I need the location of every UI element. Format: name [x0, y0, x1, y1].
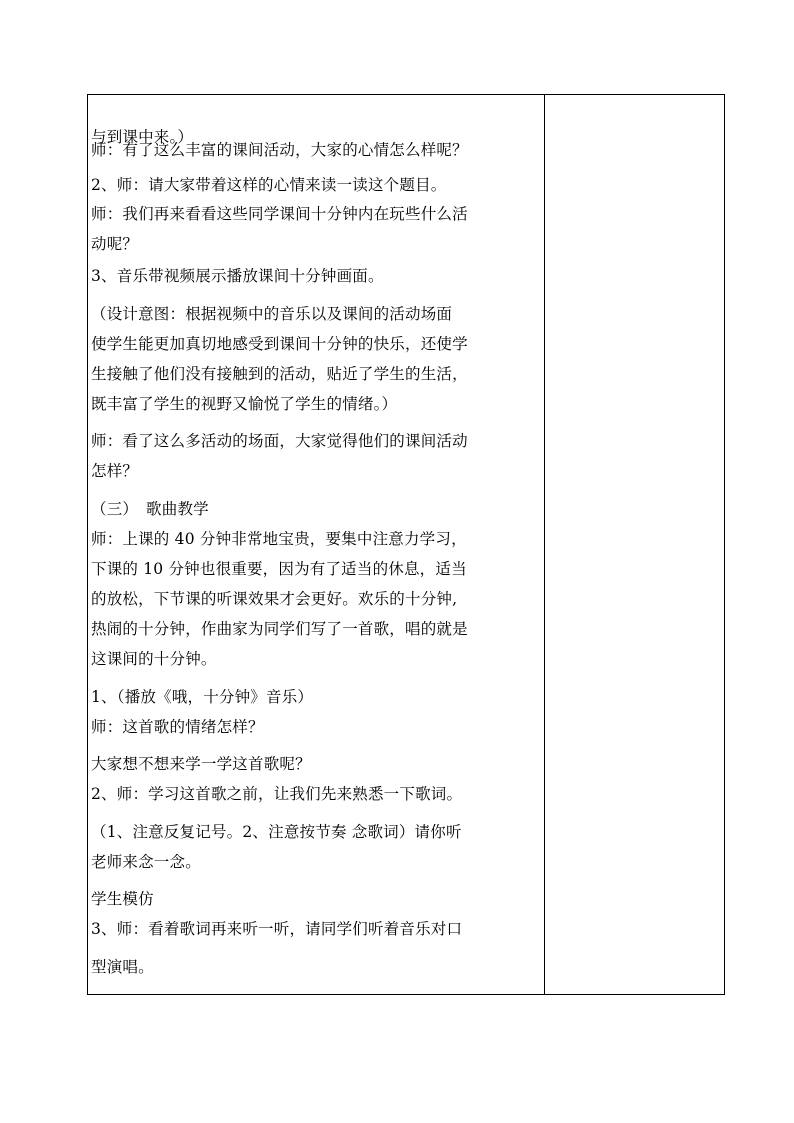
text-line: 师：我们再来看看这些同学课间十分钟内在玩些什么活: [91, 205, 468, 223]
text-line: 师：看了这么多活动的场面，大家觉得他们的课间活动: [91, 432, 468, 450]
text-line: 2、师：请大家带着这样的心情来读一读这个题目。: [91, 176, 447, 194]
text-line: 3、师：看着歌词再来听一听，请同学们听着音乐对口: [91, 920, 463, 938]
lesson-table: [87, 94, 725, 995]
text-line: 2、师：学习这首歌之前，让我们先来熟悉一下歌词。: [91, 785, 463, 803]
lesson-content-cell: [88, 95, 545, 994]
text-line: 动呢？: [91, 235, 139, 253]
text-line: 师：这首歌的情绪怎样？: [91, 718, 264, 736]
text-line: 老师来念一念。: [91, 853, 201, 871]
text-line: 与到课中来。）: [91, 128, 194, 146]
text-line: 使学生能更加真切地感受到课间十分钟的快乐，还使学: [91, 335, 468, 353]
text-line: 既丰富了学生的视野又愉悦了学生的情绪。）: [91, 395, 398, 413]
text-line: （设计意图：根据视频中的音乐以及课间的活动场面: [91, 305, 453, 323]
text-line: 的放松，下节课的听课效果才会更好。欢乐的十分钟,: [91, 590, 458, 608]
section-heading: （三） 歌曲教学: [91, 500, 209, 518]
text-line: 型演唱。: [91, 958, 154, 976]
text-line: （1、注意反复记号。2、注意按节奏 念歌词）请你听: [91, 823, 462, 841]
text-line: 3、音乐带视频展示播放课间十分钟画面。: [91, 267, 384, 285]
text-line: 怎样？: [91, 462, 139, 480]
text-line: 1、（播放《哦，十分钟》音乐）: [91, 688, 314, 706]
text-line: 师：上课的 40 分钟非常地宝贵，要集中注意力学习，: [91, 530, 467, 548]
text-line: 学生模仿: [91, 890, 154, 908]
text-line: 生接触了他们没有接触到的活动，贴近了学生的生活，: [91, 365, 468, 383]
text-line: 这课间的十分钟。: [91, 650, 217, 668]
text-line: 师：有了这么丰富的课间活动，大家的心情怎么样呢？: [91, 141, 468, 159]
text-line: 下课的 10 分钟也很重要，因为有了适当的休息，适当: [91, 560, 467, 578]
text-line: 热闹的十分钟，作曲家为同学们写了一首歌，唱的就是: [91, 620, 468, 638]
text-line: 大家想不想来学一学这首歌呢？: [91, 755, 311, 773]
notes-cell: [545, 95, 724, 994]
